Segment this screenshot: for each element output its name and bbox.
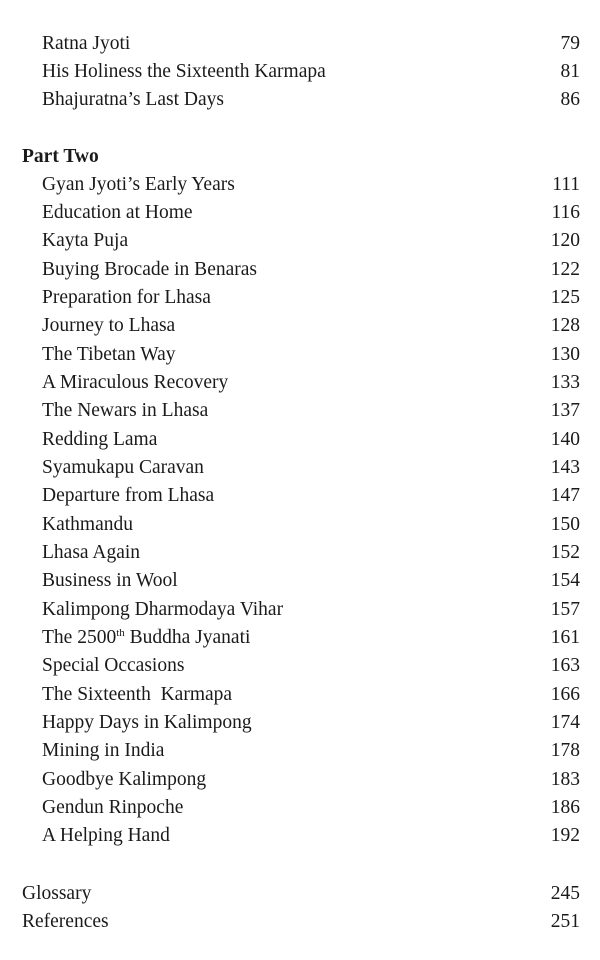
toc-entry-page: 174	[550, 712, 580, 733]
toc-entry-page: 111	[552, 174, 580, 195]
toc-entry-title: Happy Days in Kalimpong	[42, 712, 252, 733]
toc-entry-title: Preparation for Lhasa	[42, 287, 211, 308]
toc-entry-title: Buying Brocade in Benaras	[42, 259, 257, 280]
toc-entry	[42, 539, 580, 567]
toc-entry	[42, 30, 580, 58]
toc-entry	[42, 199, 580, 227]
toc-entry	[42, 652, 580, 680]
toc-entry	[42, 369, 580, 397]
toc-entry-title-pre: The 2500	[42, 627, 117, 648]
toc-entry	[42, 624, 580, 652]
toc-entry-page: 161	[550, 627, 580, 648]
toc-entry-page: 137	[550, 400, 580, 421]
toc-entry-title: Departure from Lhasa	[42, 485, 215, 506]
toc-backmatter-entry	[22, 880, 580, 908]
toc-entry-title-post: Buddha Jyanati	[124, 627, 251, 648]
toc-entry-page: 152	[550, 542, 580, 563]
toc-entry-title: Kathmandu	[42, 514, 133, 535]
toc-entry-title: Mining in India	[42, 740, 165, 761]
toc-entry	[42, 822, 580, 850]
toc-entry	[42, 426, 580, 454]
toc-entry-title: References	[22, 911, 109, 932]
toc-entry	[42, 341, 580, 369]
toc-entry-page: 133	[550, 372, 580, 393]
toc-entry-title: Gyan Jyoti’s Early Years	[42, 174, 235, 195]
toc-entry	[42, 709, 580, 737]
toc-entry	[42, 227, 580, 255]
toc-entry-page: 186	[550, 797, 580, 818]
toc-entry	[42, 312, 580, 340]
toc-entry-page: 150	[550, 514, 580, 535]
toc-entry-page: 130	[550, 344, 580, 365]
toc-entry	[42, 256, 580, 284]
toc-entry-page: 154	[550, 570, 580, 591]
toc-entry-page: 86	[560, 89, 580, 110]
toc-entry-page: 166	[550, 684, 580, 705]
toc-entry-title: Bhajuratna’s Last Days	[42, 89, 224, 110]
part-heading: Part Two	[22, 146, 99, 167]
toc-entry-title: Kayta Puja	[42, 230, 129, 251]
toc-entry-title: Ratna Jyoti	[42, 33, 131, 54]
toc-entry-title: Syamukapu Caravan	[42, 457, 204, 478]
toc-entry-page: 79	[560, 33, 580, 54]
toc-entry-title: Goodbye Kalimpong	[42, 769, 207, 790]
toc-entry-title: Education at Home	[42, 202, 193, 223]
toc-entry-page: 147	[550, 485, 580, 506]
toc-entry-title: A Helping Hand	[42, 825, 170, 846]
toc-entry-page: 120	[550, 230, 580, 251]
toc-entry-title: His Holiness the Sixteenth Karmapa	[42, 61, 326, 82]
toc-entry-page: 116	[551, 202, 580, 223]
toc-entry-page: 128	[550, 315, 580, 336]
toc-entry	[42, 794, 580, 822]
toc-entry	[42, 596, 580, 624]
toc-entry-page: 183	[550, 769, 580, 790]
toc-entry	[42, 766, 580, 794]
toc-entry	[42, 86, 580, 114]
toc-entry	[42, 567, 580, 595]
toc-entry-title: The Newars in Lhasa	[42, 400, 209, 421]
toc-entry-title: The Sixteenth Karmapa	[42, 684, 233, 705]
toc-entry-title: Redding Lama	[42, 429, 158, 450]
toc-entry	[42, 737, 580, 765]
toc-entry-title: Lhasa Again	[42, 542, 141, 563]
toc-entry-page: 245	[550, 883, 580, 904]
toc-entry-title: Business in Wool	[42, 570, 178, 591]
toc-entry	[42, 171, 580, 199]
toc-entry-page: 125	[550, 287, 580, 308]
toc-entry-page: 140	[550, 429, 580, 450]
toc-entry-page: 178	[550, 740, 580, 761]
toc-entry-page: 157	[550, 599, 580, 620]
toc-entry	[42, 681, 580, 709]
toc-entry	[42, 482, 580, 510]
toc-entry-page: 81	[560, 61, 580, 82]
toc-entry-title: The Tibetan Way	[42, 344, 176, 365]
toc-entry-title: Gendun Rinpoche	[42, 797, 184, 818]
toc-entry	[42, 454, 580, 482]
toc-entry-title	[42, 624, 250, 652]
toc-entry-page: 163	[550, 655, 580, 676]
toc-entry-page: 192	[550, 825, 580, 846]
toc-entry-title: Glossary	[22, 883, 92, 904]
toc-entry	[42, 284, 580, 312]
ordinal-suffix: th	[116, 627, 125, 639]
toc-entry-title: Journey to Lhasa	[42, 315, 176, 336]
toc-entry-page: 122	[550, 259, 580, 280]
toc-entry-title: Special Occasions	[42, 655, 185, 676]
toc-entry	[42, 397, 580, 425]
toc-backmatter-entry	[22, 908, 580, 936]
toc-entry-page: 251	[550, 911, 580, 932]
toc-entry-page: 143	[550, 457, 580, 478]
toc-entry	[42, 511, 580, 539]
toc-entry-title: A Miraculous Recovery	[42, 372, 229, 393]
toc-entry-title: Kalimpong Dharmodaya Vihar	[42, 599, 284, 620]
toc-entry	[42, 58, 580, 86]
